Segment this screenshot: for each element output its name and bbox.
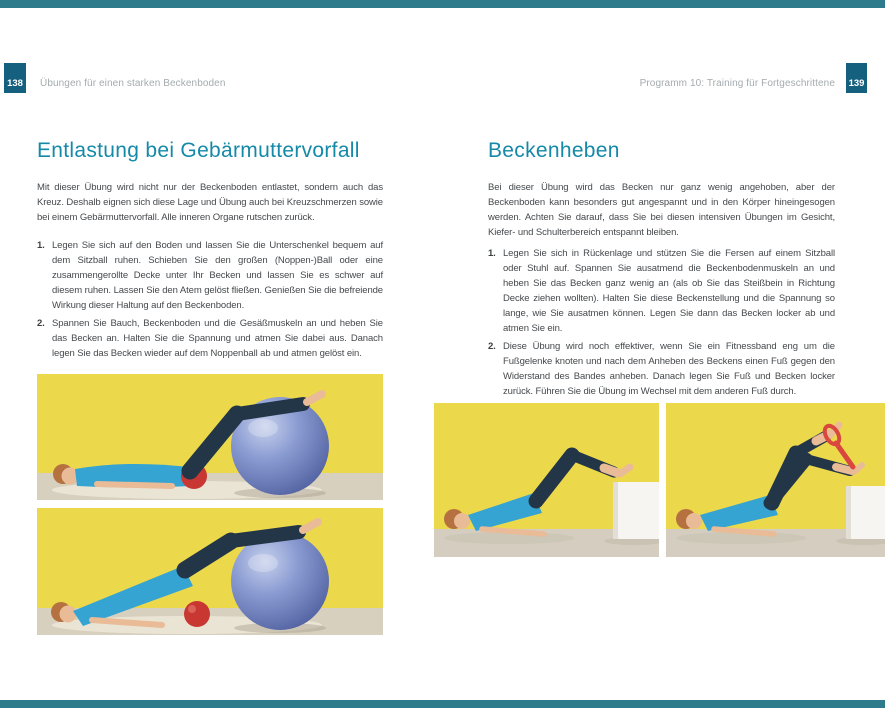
step-text: Spannen Sie Bauch, Beckenboden und die Gesäßmuskeln an und heben Sie das Becken an. Halten Sie die Spannung und atmen Sie dabei aus. Danach legen Sie das Becken wieder auf dem Noppenball ab und atmen gelöst ein.	[52, 318, 383, 359]
page-number-left: 138	[4, 63, 26, 93]
step-number: 2.	[488, 341, 496, 352]
step-number: 1.	[488, 248, 496, 259]
step-text: Legen Sie sich auf den Boden und lassen Sie die Unterschenkel bequem auf dem Sitzball ruhen. Schieben Sie den großen (Noppen-)Ball oder eine zusammengerollte Decke unter Ihr Becken und lassen Sie es schwer auf diesem ruhen. Lassen Sie den Atem gelöst fließen. Genießen Sie die befreiende Wirkung dieser Haltung auf den Beckenboden.	[52, 240, 383, 311]
steps-list-right	[488, 246, 835, 402]
page-title-right: Beckenheben	[488, 139, 620, 162]
step-item	[488, 339, 835, 399]
step-item	[37, 238, 383, 313]
step-item	[37, 316, 383, 361]
running-head-right: Programm 10: Training für Fortgeschrittene	[639, 78, 835, 89]
running-head-left: Übungen für einen starken Beckenboden	[40, 78, 226, 89]
step-item	[488, 246, 835, 336]
step-text: Legen Sie sich in Rückenlage und stützen Sie die Fersen auf einem Sitzball oder Stuhl auf. Spannen Sie ausatmend die Beckenbodenmuskeln an und heben Sie das Becken ganz wenig an (als ob Sie das Steißbein in Richtung Decke ziehen wollten). Halten Sie diese Beckenstellung und die Spannung so lange, wie Sie ausatmen können. Legen Sie dann das Becken locker ab und atmen Sie ein.	[503, 248, 835, 334]
step-number: 2.	[37, 318, 45, 329]
exercise-photo-pelvis-lifted	[37, 508, 383, 635]
exercise-photo-rest-position	[37, 374, 383, 500]
exercise-photo-heels-on-block	[434, 403, 659, 557]
step-number: 1.	[37, 240, 45, 251]
steps-list-left	[37, 238, 383, 364]
top-accent-bar	[0, 0, 885, 8]
page-title-left: Entlastung bei Gebärmuttervorfall	[37, 139, 360, 162]
bottom-accent-bar	[0, 700, 885, 708]
intro-paragraph-right: Bei dieser Übung wird das Becken nur ganz wenig angehoben, aber der Beckenboden kann besonders gut angespannt und in den Körper hineingesogen werden. Achten Sie darauf, dass Sie bei diesen intensiven Übungen im Gesicht, Kiefer- und Schulterbereich entspannt bleiben.	[488, 182, 835, 238]
page-number-right: 139	[846, 63, 867, 93]
intro-paragraph-left: Mit dieser Übung wird nicht nur der Beckenboden entlastet, sondern auch das Kreuz. Deshalb eignen sich diese Lage und Übung auch bei Kreuzschmerzen sowie bei einem Gebärmuttervorfall. Alle inneren Organe rutschen zurück.	[37, 182, 383, 223]
step-text: Diese Übung wird noch effektiver, wenn Sie ein Fitnessband eng um die Fußgelenke knoten und nach dem Anheben des Beckens einen Fuß gegen den Widerstand des Bandes anheben. Danach legen Sie Fuß und Becken locker zurück. Führen Sie die Übung im Wechsel mit dem anderen Fuß durch.	[503, 341, 835, 397]
exercise-photo-fitness-band	[666, 403, 885, 557]
